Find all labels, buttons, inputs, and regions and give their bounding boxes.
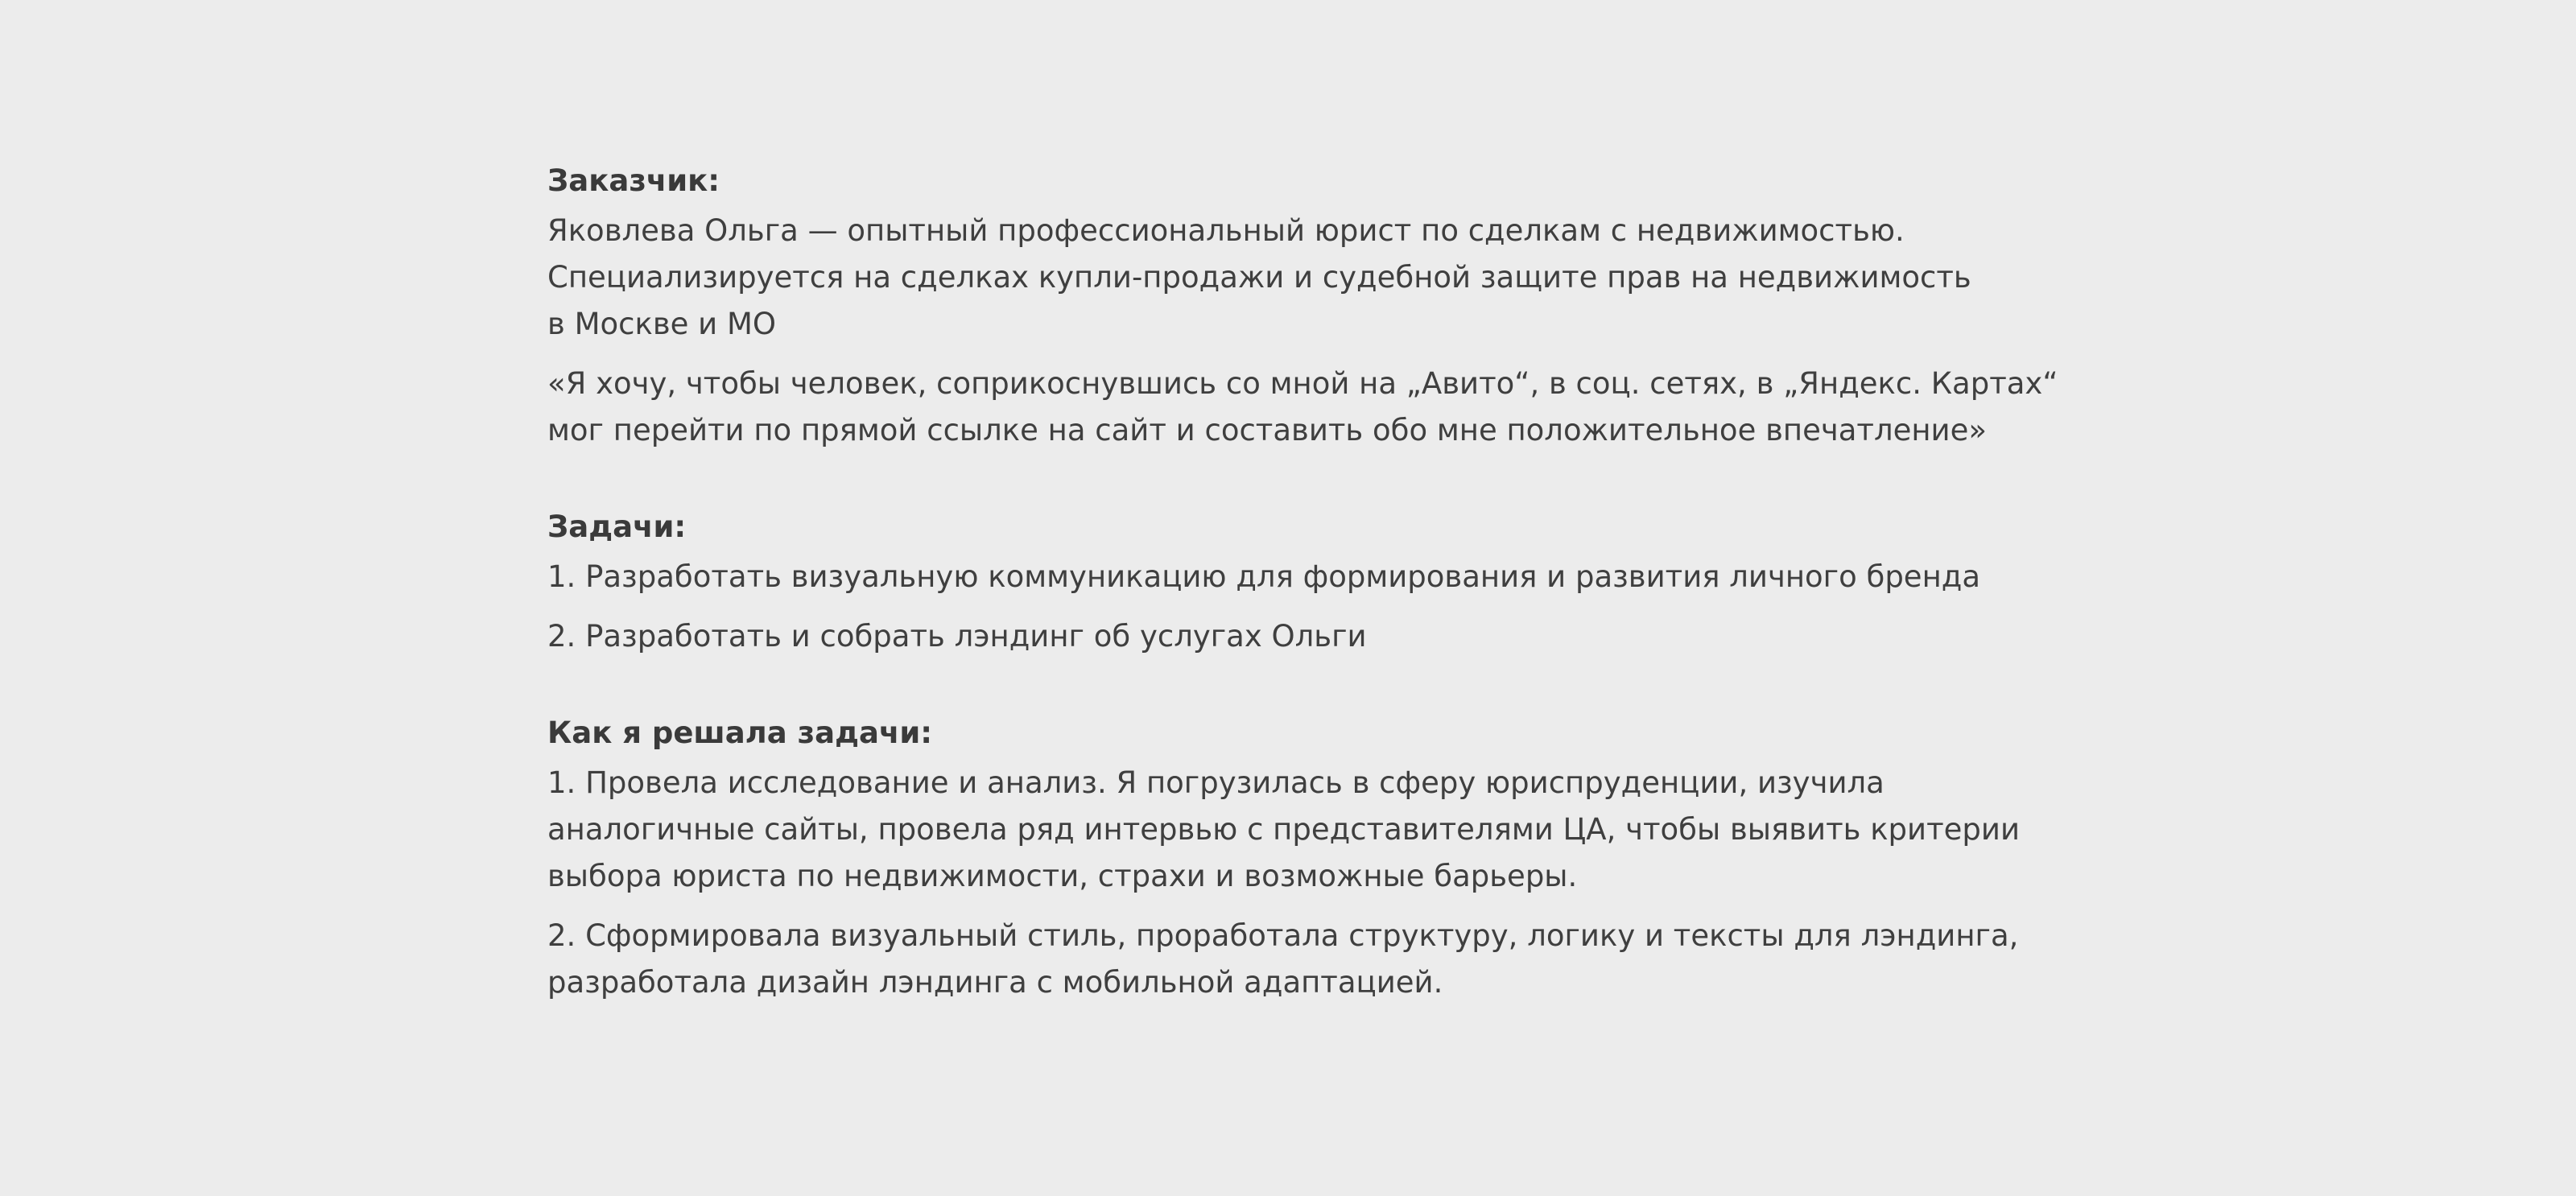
task-item: 1. Разработать визуальную коммуникацию для формирования и развития личного бренда <box>547 559 1981 594</box>
customer-description-line: Яковлева Ольга — опытный профессиональный юрист по сделкам с недвижимостью. <box>547 213 1905 248</box>
solution-heading: Как я решала задачи: <box>547 716 933 750</box>
customer-description <box>547 208 2479 348</box>
solution-item-design <box>547 913 2479 1006</box>
customer-quote-line: мог перейти по прямой ссылке на сайт и составить обо мне положительное впечатление» <box>547 413 1987 447</box>
customer-description-line: Специализируется на сделках купли-продажи и судебной защите прав на недвижимость <box>547 260 1971 295</box>
solution-section <box>547 710 2479 1006</box>
task-item: 2. Разработать и собрать лэндинг об услугах Ольги <box>547 619 1367 654</box>
customer-description-line: в Москве и МО <box>547 307 777 341</box>
solution-item-line: разработала дизайн лэндинга с мобильной адаптацией. <box>547 965 1443 1000</box>
case-study-content <box>547 158 2479 1006</box>
customer-quote-line: «Я хочу, чтобы человек, соприкоснувшись со мной на „Авито“, в соц. сетях, в „Яндекс. Картах“ <box>547 366 2058 401</box>
customer-section <box>547 158 2479 454</box>
tasks-heading: Задачи: <box>547 509 687 544</box>
solution-item-line: выбора юриста по недвижимости, страхи и возможные барьеры. <box>547 859 1578 893</box>
customer-heading: Заказчик: <box>547 163 720 198</box>
tasks-section <box>547 504 2479 660</box>
customer-quote <box>547 361 2479 454</box>
solution-item-line: 2. Сформировала визуальный стиль, проработала структуру, логику и тексты для лэндинга, <box>547 918 2019 953</box>
solution-item-research <box>547 760 2479 900</box>
solution-item-line: аналогичные сайты, провела ряд интервью с представителями ЦА, чтобы выявить критерии <box>547 812 2020 847</box>
solution-item-line: 1. Провела исследование и анализ. Я погрузилась в сферу юриспруденции, изучила <box>547 765 1885 800</box>
